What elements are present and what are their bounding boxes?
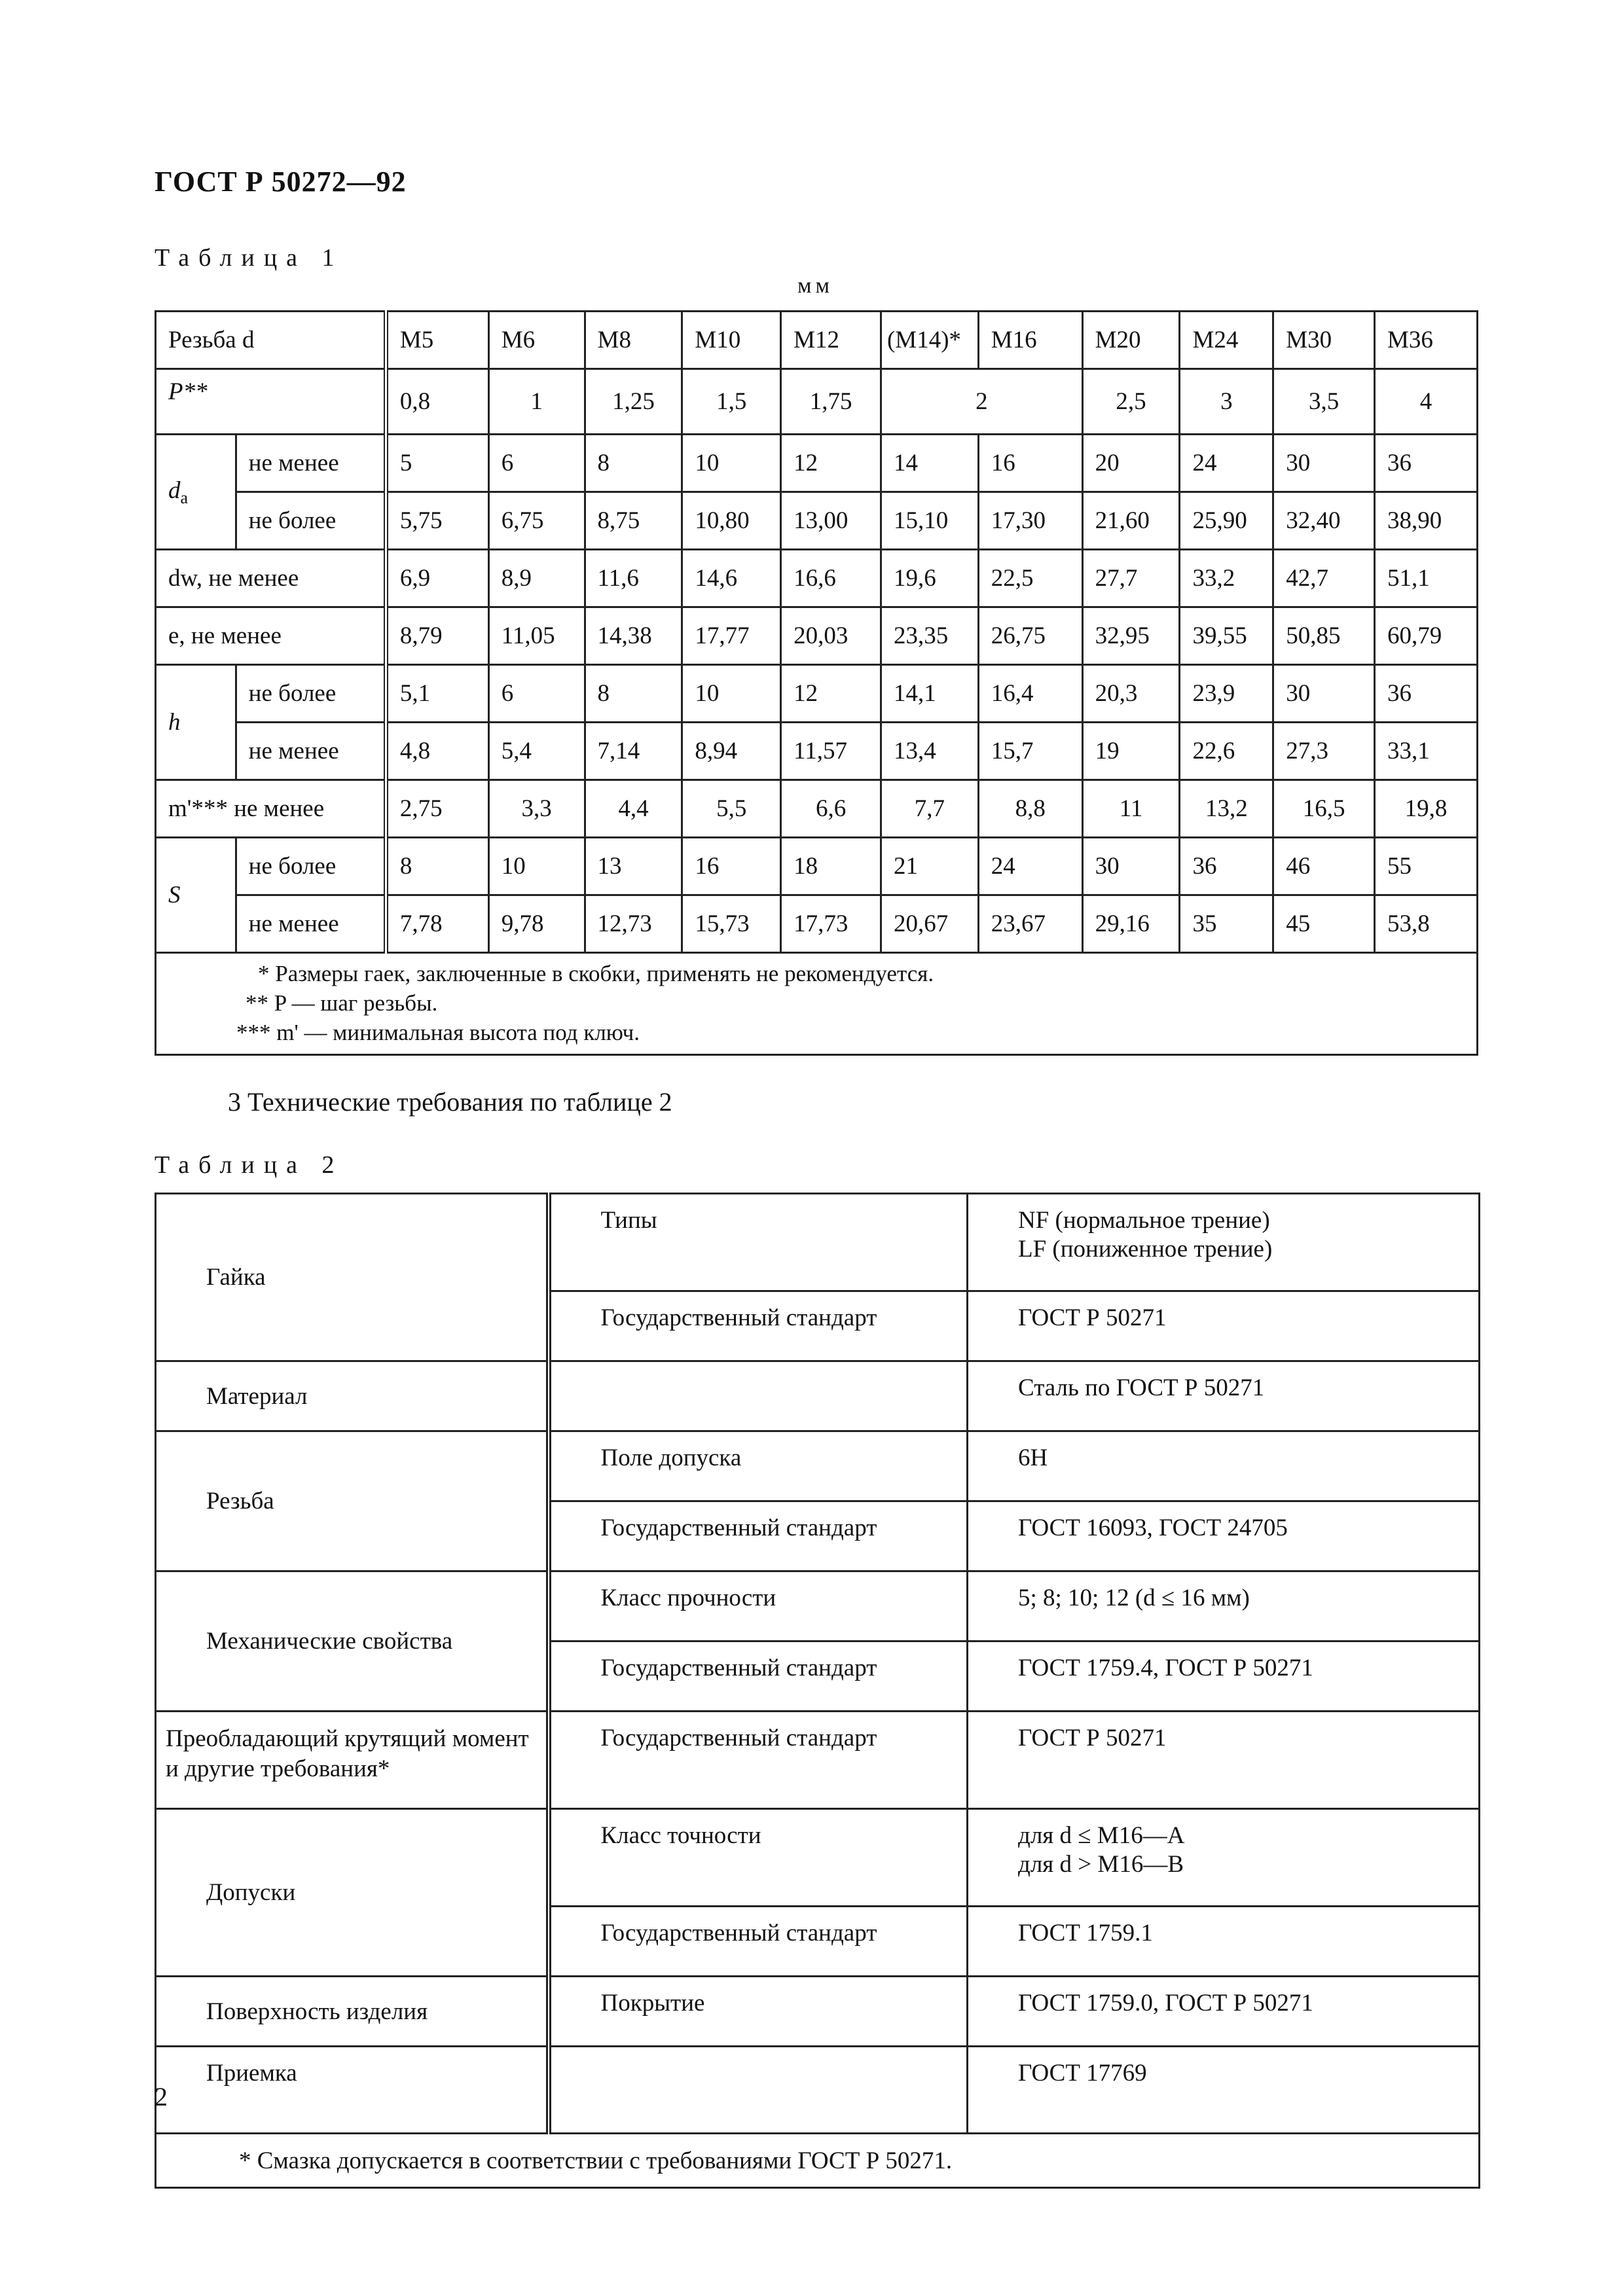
t1-cell: 5,1 (386, 665, 488, 723)
t2-value: ГОСТ 1759.4, ГОСТ Р 50271 (968, 1641, 1480, 1712)
t1-cell: 32,95 (1082, 607, 1180, 665)
t1-sub-label: не менее (236, 435, 386, 492)
t2-value: ГОСТ Р 50271 (968, 1712, 1480, 1809)
t1-cell: 19,8 (1375, 780, 1478, 838)
t1-cell: 2 (881, 369, 1082, 435)
t2-row-footnote (156, 2134, 1480, 2188)
t1-footnote: * Размеры гаек, заключенные в скобки, применять не рекомендуется. (258, 961, 934, 986)
t1-cell: 13,4 (881, 723, 978, 780)
t1-cell: 5,4 (488, 723, 585, 780)
t2-value (968, 1194, 1480, 1291)
page-number: 2 (155, 2082, 168, 2111)
t1-cell: 6,9 (386, 550, 488, 607)
t2-value: 6H (968, 1431, 1480, 1501)
t1-cell: 21,60 (1082, 492, 1180, 550)
t1-row-h-max (156, 665, 1478, 723)
t1-cell: 6 (488, 435, 585, 492)
t1-cell: 20,3 (1082, 665, 1180, 723)
t1-row-e (156, 607, 1478, 665)
t1-cell: 19 (1082, 723, 1180, 780)
t2-value-line: LF (пониженное трение) (1018, 1236, 1273, 1263)
t1-size: M12 (781, 312, 881, 369)
t2-param (549, 1361, 968, 1431)
t1-footnotes (156, 953, 1478, 1055)
t2-param: Государственный стандарт (549, 1712, 968, 1809)
t1-cell: 1,75 (781, 369, 881, 435)
t1-sub-label: не более (236, 492, 386, 550)
t1-footnote: *** m' — минимальная высота под ключ. (236, 1020, 640, 1045)
t1-sub-label: не менее (236, 895, 386, 953)
t1-cell: 42,7 (1273, 550, 1375, 607)
t1-cell: 36 (1375, 665, 1478, 723)
t1-cell: 3 (1180, 369, 1273, 435)
t1-cell: 27,7 (1082, 550, 1180, 607)
t1-cell: 1,5 (682, 369, 781, 435)
t1-cell: 60,79 (1375, 607, 1478, 665)
section-heading: 3 Технические требования по таблице 2 (228, 1087, 672, 1117)
t1-size: M24 (1180, 312, 1273, 369)
t1-cell: 23,35 (881, 607, 978, 665)
t1-cell: 8,9 (488, 550, 585, 607)
t1-row-m (156, 780, 1478, 838)
t2-param: Поле допуска (549, 1431, 968, 1501)
t1-footnote: ** P — шаг резьбы. (246, 990, 438, 1016)
t2-value: Сталь по ГОСТ Р 50271 (968, 1361, 1480, 1431)
t1-cell: 32,40 (1273, 492, 1375, 550)
t2-value: ГОСТ 1759.1 (968, 1907, 1480, 1977)
t1-cell: 30 (1273, 665, 1375, 723)
t2-param: Государственный стандарт (549, 1291, 968, 1361)
t1-cell: 46 (1273, 838, 1375, 895)
t2-value-line: для d ≤ M16—A (1018, 1822, 1185, 1849)
t1-cell: 15,73 (682, 895, 781, 953)
t1-cell: 55 (1375, 838, 1478, 895)
t2-row (156, 1194, 1480, 1291)
t1-cell: 16,5 (1273, 780, 1375, 838)
t1-cell: 35 (1180, 895, 1273, 953)
t1-cell: 11 (1082, 780, 1180, 838)
t1-h-label: h (156, 665, 236, 780)
t1-row-pitch (156, 369, 1478, 435)
t1-cell: 2,75 (386, 780, 488, 838)
t1-cell: 16 (978, 435, 1082, 492)
t1-cell: 23,67 (978, 895, 1082, 953)
t1-m-label: m'*** не менее (156, 780, 386, 838)
t1-da-label: $d_a$ (156, 435, 236, 550)
t1-cell: 2,5 (1082, 369, 1180, 435)
t2-mech-label: Механические свойства (156, 1571, 549, 1712)
t1-cell: 10 (682, 435, 781, 492)
t1-cell: 18 (781, 838, 881, 895)
t2-row (156, 1977, 1480, 2047)
page-title: ГОСТ Р 50272—92 (155, 166, 407, 198)
t1-cell: 53,8 (1375, 895, 1478, 953)
t1-cell: 50,85 (1273, 607, 1375, 665)
t2-param: Покрытие (549, 1977, 968, 2047)
t1-cell: 8,94 (682, 723, 781, 780)
t1-cell: 27,3 (1273, 723, 1375, 780)
t2-row (156, 1712, 1480, 1809)
t2-param: Класс точности (549, 1809, 968, 1907)
t1-cell: 22,5 (978, 550, 1082, 607)
t1-cell: 16,4 (978, 665, 1082, 723)
t2-value-line: NF (нормальное трение) (1018, 1207, 1270, 1234)
t2-param: Государственный стандарт (549, 1641, 968, 1712)
t2-value (968, 1809, 1480, 1907)
t1-row-thread (156, 312, 1478, 369)
t1-cell: 14,6 (682, 550, 781, 607)
t1-cell: 24 (978, 838, 1082, 895)
table2 (155, 1193, 1480, 2189)
t1-cell: 6,6 (781, 780, 881, 838)
t1-cell: 13 (585, 838, 682, 895)
t1-cell: 23,9 (1180, 665, 1273, 723)
t2-row (156, 1809, 1480, 1907)
t1-cell: 25,90 (1180, 492, 1273, 550)
t1-cell: 22,6 (1180, 723, 1273, 780)
t1-cell: 33,1 (1375, 723, 1478, 780)
t2-torque-label: Преобладающий крутящий момент и другие требования* (156, 1712, 549, 1809)
t1-cell: 19,6 (881, 550, 978, 607)
t1-cell: 4,4 (585, 780, 682, 838)
t2-value: ГОСТ 16093, ГОСТ 24705 (968, 1501, 1480, 1571)
t2-tolerances-label: Допуски (156, 1809, 549, 1977)
t2-row (156, 1361, 1480, 1431)
table1-unit: мм (797, 274, 834, 298)
t2-param: Класс прочности (549, 1571, 968, 1641)
t1-cell: 4 (1375, 369, 1478, 435)
t2-param: Типы (549, 1194, 968, 1291)
t1-row-da-max (156, 492, 1478, 550)
t2-material-label: Материал (156, 1361, 549, 1431)
t1-cell: 16,6 (781, 550, 881, 607)
t1-cell: 0,8 (386, 369, 488, 435)
t1-row-footnotes (156, 953, 1478, 1055)
t2-surface-label: Поверхность изделия (156, 1977, 549, 2047)
t1-cell: 5,5 (682, 780, 781, 838)
t1-cell: 8,75 (585, 492, 682, 550)
t1-cell: 21 (881, 838, 978, 895)
t1-cell: 5,75 (386, 492, 488, 550)
t1-size: M36 (1375, 312, 1478, 369)
t2-row (156, 2047, 1480, 2134)
t1-cell: 3,5 (1273, 369, 1375, 435)
t1-size: M16 (978, 312, 1082, 369)
t1-cell: 11,6 (585, 550, 682, 607)
t1-cell: 14 (881, 435, 978, 492)
t1-cell: 11,05 (488, 607, 585, 665)
t1-cell: 20,67 (881, 895, 978, 953)
t2-value-line: для d > M16—B (1018, 1851, 1184, 1878)
t1-cell: 8 (585, 435, 682, 492)
t1-cell: 7,78 (386, 895, 488, 953)
t1-cell: 36 (1375, 435, 1478, 492)
t1-cell: 1 (488, 369, 585, 435)
t2-param (549, 2047, 968, 2134)
t1-cell: 3,3 (488, 780, 585, 838)
t1-cell: 14,38 (585, 607, 682, 665)
t1-row-s-max (156, 838, 1478, 895)
t1-cell: 26,75 (978, 607, 1082, 665)
t2-value: ГОСТ Р 50271 (968, 1291, 1480, 1361)
t1-cell: 12 (781, 435, 881, 492)
t1-cell: 15,10 (881, 492, 978, 550)
t2-value: ГОСТ 1759.0, ГОСТ Р 50271 (968, 1977, 1480, 2047)
t1-cell: 14,1 (881, 665, 978, 723)
t1-s-label: S (156, 838, 236, 953)
t1-cell: 12,73 (585, 895, 682, 953)
t1-row-da-min (156, 435, 1478, 492)
t1-size: M6 (488, 312, 585, 369)
t1-pitch-label: P** (156, 369, 386, 435)
t1-cell: 10 (682, 665, 781, 723)
t1-cell: 45 (1273, 895, 1375, 953)
t1-cell: 39,55 (1180, 607, 1273, 665)
t1-cell: 33,2 (1180, 550, 1273, 607)
t1-cell: 36 (1180, 838, 1273, 895)
t1-cell: 17,77 (682, 607, 781, 665)
t1-row-s-min (156, 895, 1478, 953)
t2-footnote: * Смазка допускается в соответствии с требованиями ГОСТ Р 50271. (156, 2134, 1480, 2188)
t1-size: M20 (1082, 312, 1180, 369)
t1-size: M10 (682, 312, 781, 369)
t1-cell: 11,57 (781, 723, 881, 780)
t1-cell: 5 (386, 435, 488, 492)
t2-value: ГОСТ 17769 (968, 2047, 1480, 2134)
t1-sub-label: не более (236, 665, 386, 723)
t2-row (156, 1571, 1480, 1641)
t1-cell: 20,03 (781, 607, 881, 665)
t1-cell: 30 (1273, 435, 1375, 492)
t1-cell: 38,90 (1375, 492, 1478, 550)
t1-cell: 51,1 (1375, 550, 1478, 607)
t2-param: Государственный стандарт (549, 1907, 968, 1977)
t2-value: 5; 8; 10; 12 (d ≤ 16 мм) (968, 1571, 1480, 1641)
t1-cell: 6 (488, 665, 585, 723)
t1-cell: 15,7 (978, 723, 1082, 780)
t1-cell: 10,80 (682, 492, 781, 550)
t1-cell: 29,16 (1082, 895, 1180, 953)
t1-dw-label: dw, не менее (156, 550, 386, 607)
t1-row-h-min (156, 723, 1478, 780)
t2-row (156, 1431, 1480, 1501)
t1-size: (M14)* (881, 312, 978, 369)
t1-cell: 8 (386, 838, 488, 895)
t1-cell: 17,30 (978, 492, 1082, 550)
t1-cell: 9,78 (488, 895, 585, 953)
table1 (155, 310, 1478, 1056)
t1-cell: 16 (682, 838, 781, 895)
t1-cell: 8,8 (978, 780, 1082, 838)
table1-caption: Таблица 1 (155, 244, 344, 272)
t2-nut-label: Гайка (156, 1194, 549, 1361)
table2-caption: Таблица 2 (155, 1151, 344, 1179)
t2-acceptance-label: Приемка (156, 2047, 549, 2134)
t1-cell: 20 (1082, 435, 1180, 492)
t1-cell: 4,8 (386, 723, 488, 780)
t1-cell: 8,79 (386, 607, 488, 665)
t1-size: M5 (386, 312, 488, 369)
t1-cell: 13,2 (1180, 780, 1273, 838)
t1-cell: 6,75 (488, 492, 585, 550)
t1-cell: 12 (781, 665, 881, 723)
t1-row-dw (156, 550, 1478, 607)
t1-cell: 8 (585, 665, 682, 723)
t2-thread-label: Резьба (156, 1431, 549, 1571)
t2-param: Государственный стандарт (549, 1501, 968, 1571)
t1-cell: 13,00 (781, 492, 881, 550)
t1-cell: 10 (488, 838, 585, 895)
t1-e-label: e, не менее (156, 607, 386, 665)
t1-cell: 7,14 (585, 723, 682, 780)
t1-cell: 24 (1180, 435, 1273, 492)
t1-cell: 1,25 (585, 369, 682, 435)
t1-cell: 30 (1082, 838, 1180, 895)
t1-sub-label: не менее (236, 723, 386, 780)
t1-sub-label: не более (236, 838, 386, 895)
t1-thread-label: Резьба d (156, 312, 386, 369)
t1-cell: 7,7 (881, 780, 978, 838)
t1-size: M30 (1273, 312, 1375, 369)
t1-da-sub: a (180, 488, 189, 507)
t1-cell: 17,73 (781, 895, 881, 953)
t1-size: M8 (585, 312, 682, 369)
